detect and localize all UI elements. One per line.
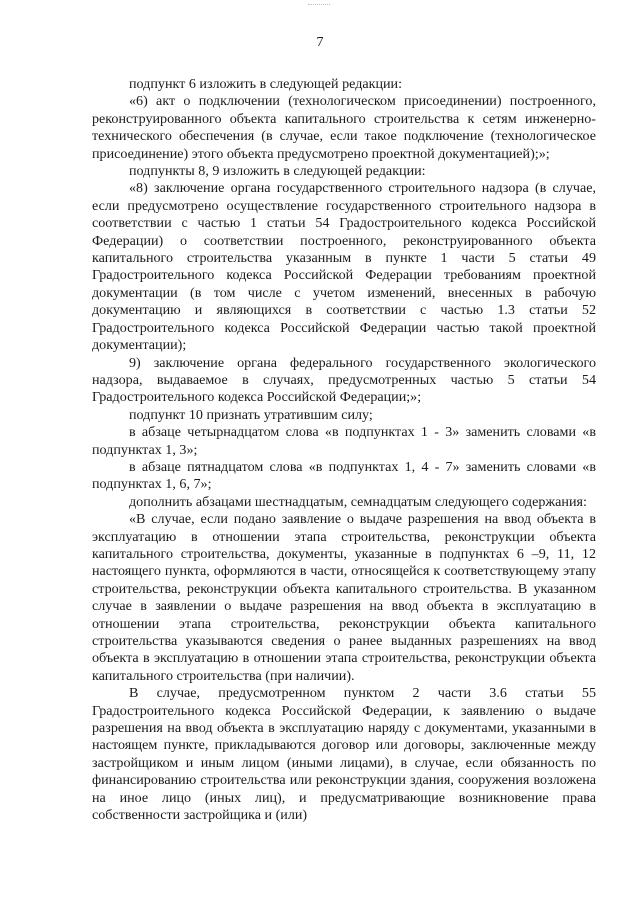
paragraph: подпункт 10 признать утратившим силу; — [129, 406, 373, 423]
paragraph: 9) заключение органа федерального государственного экологического надзора, выдаваемое в случаях, предусмотренных частью 5 статьи 54 Градостроительного кодекса Российской Федерации;»; — [92, 354, 596, 406]
paragraph: в абзаце четырнадцатом слова «в подпунктах 1 - 3» заменить словами «в подпунктах 1, 3»; — [92, 424, 596, 458]
scan-mark — [308, 4, 330, 6]
paragraph: «6) акт о подключении (технологическом присоединении) построенного, реконструированного объекта капитального строительства к сетям инженерно-технического обеспечения (в случае, если такое подключение (технологическое присоединение) этого объекта предусмотрено проектной документацией);»; — [92, 93, 596, 162]
paragraph: В случае, предусмотренном пунктом 2 части 3.6 статьи 55 Градостроительного кодекса Российской Федерации, к заявлению о выдаче разрешения на ввод объекта в эксплуатацию наряду с документами, указанными в настоящем пункте, прикладываются договор или договоры, заключенные между застройщиком и иным лицом (иными лицами), в случае, если обязанность по финансированию строительства или реконструкции здания, сооружения возложена на иное лицо (иных лиц), и предусматривающие возникновение права собственности застройщика и (или) — [92, 685, 596, 824]
paragraph: «В случае, если подано заявление о выдаче разрешения на ввод объекта в эксплуатацию в отношении этапа строительства, реконструкции объекта капитального строительства, документы, указанные в подпунктах 6 –9, 11, 12 настоящего пункта, оформляются в части, относящейся к соответствующему этапу строительства, реконструкции объекта капитального строительства. В указанном случае в заявлении о выдаче разрешения на ввод объекта в эксплуатацию в отношении этапа строительства, реконструкции объекта капитального строительства указываются сведения о ранее выданных разрешениях на ввод объекта в эксплуатацию в отношении этапа строительства, реконструкции объекта капитального строительства (при наличии). — [92, 511, 596, 684]
page-number: 7 — [316, 35, 324, 50]
paragraph: дополнить абзацами шестнадцатым, семнадцатым следующего содержания: — [129, 493, 587, 510]
paragraph: в абзаце пятнадцатом слова «в подпунктах 1, 4 - 7» заменить словами «в подпунктах 1, 6, 7»; — [92, 458, 596, 493]
paragraph: «8) заключение органа государственного строительного надзора (в случае, если предусмотрено осуществление государственного строительного надзора в соответствии с частью 1 статьи 54 Градостроительного кодекса Российской Федерации) о соответствии построенного, реконструированного объекта капитального строительства указанным в пункте 1 части 5 статьи 49 Градостроительного кодекса Российской Федерации требованиям проектной документации (в том числе с учетом изменений, внесенных в рабочую документацию и являющихся в соответствии с частью 1.3 статьи 52 Градостроительного кодекса Российской Федерации частью такой проектной документации); — [92, 180, 596, 354]
document-body — [92, 76, 596, 824]
paragraph: подпункты 8, 9 изложить в следующей редакции: — [129, 163, 426, 180]
paragraph: подпункт 6 изложить в следующей редакции: — [129, 76, 403, 92]
